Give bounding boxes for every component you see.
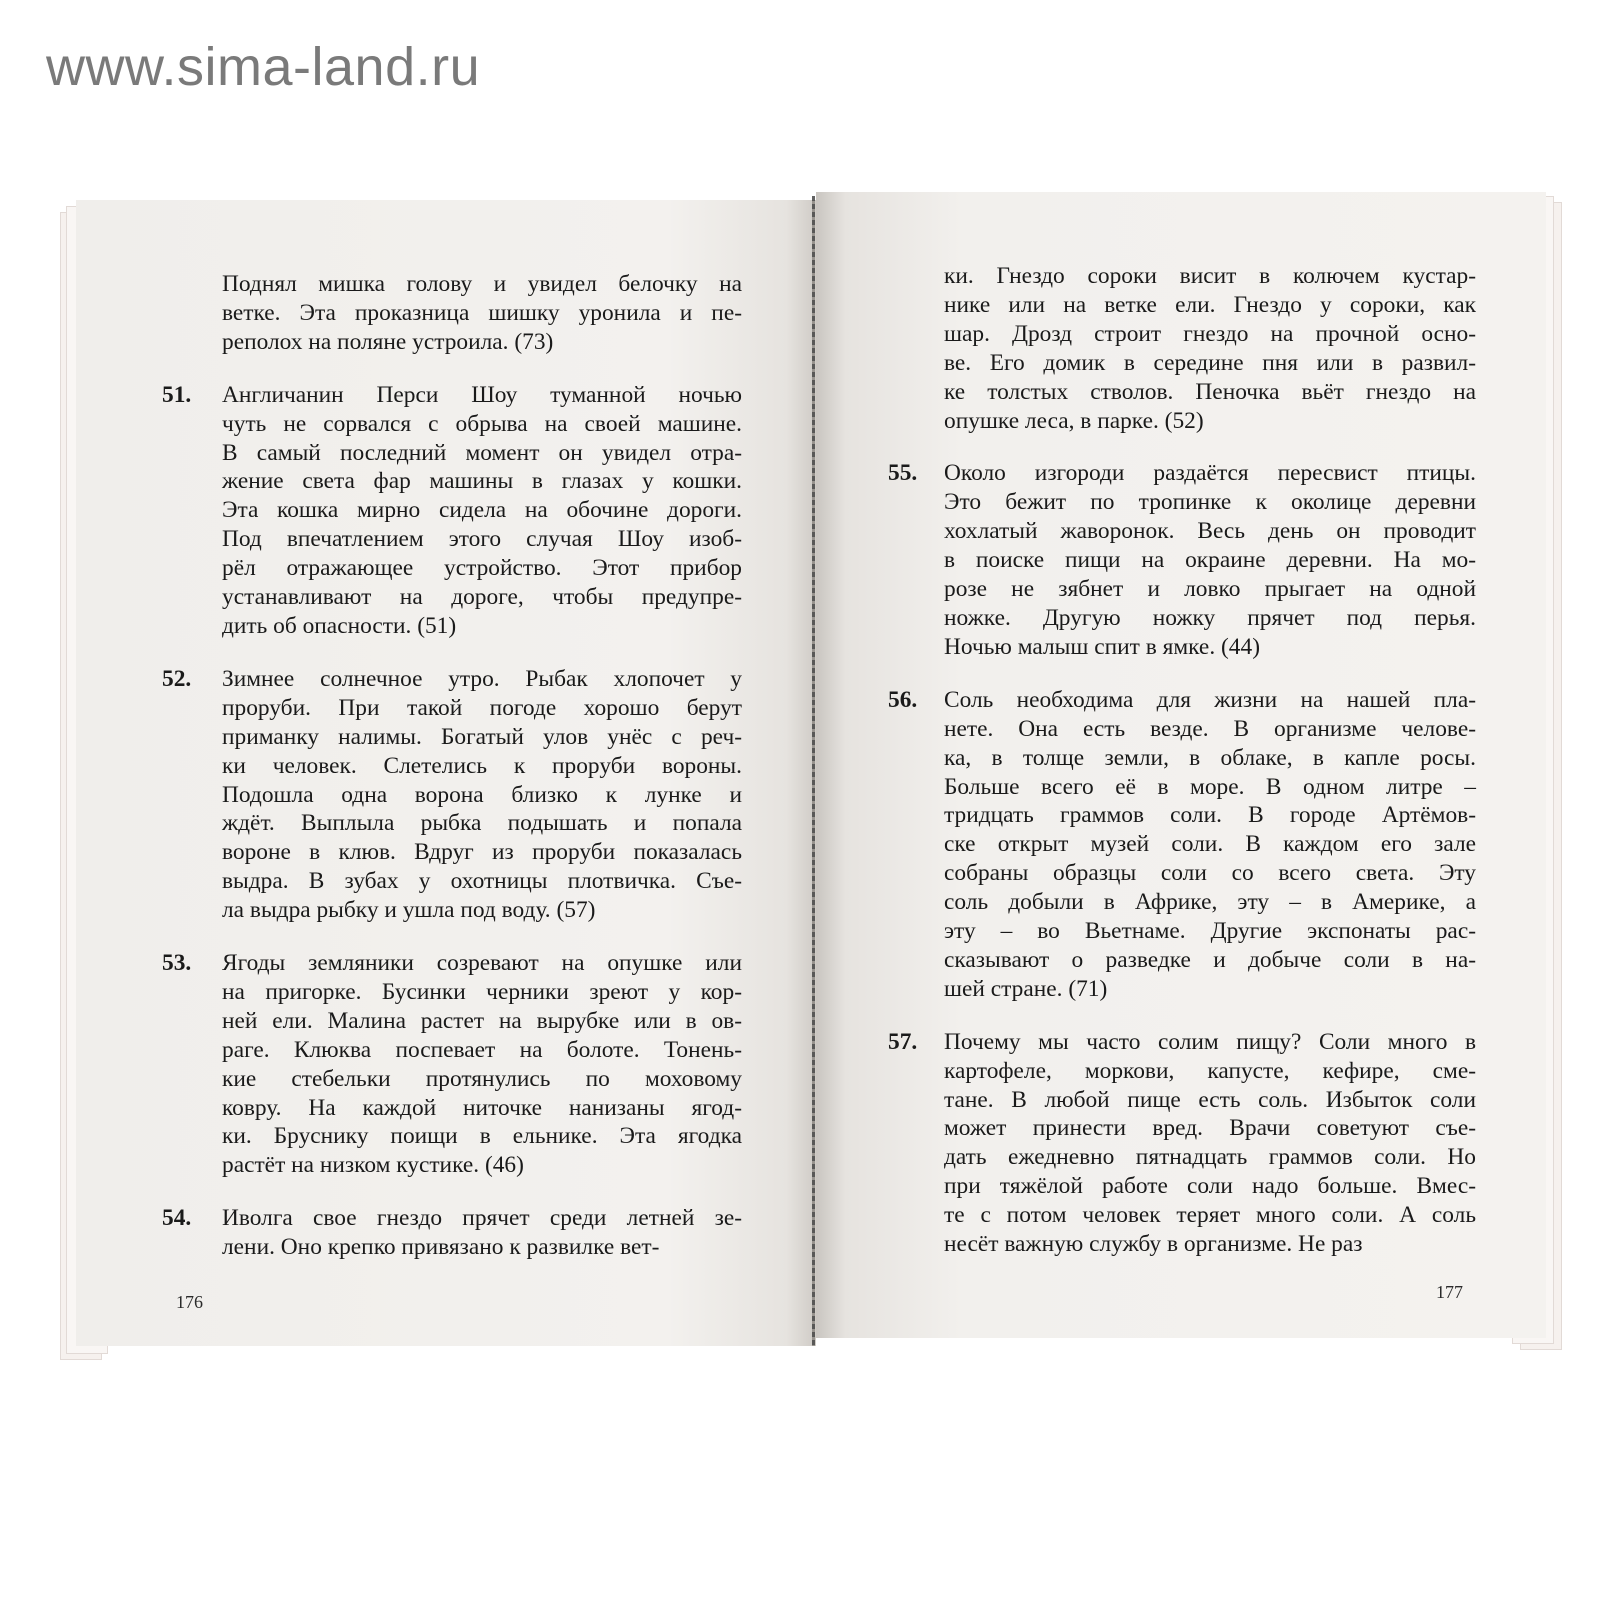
text-line: Поднял мишка голову и увидел белочку на xyxy=(222,271,742,297)
text-line: шей стране. (71) xyxy=(944,975,1108,1002)
text-line: ждёт. Выплыла рыбка подышать и попала xyxy=(222,810,742,837)
text-line: Англичанин Перси Шоу туманной ночью xyxy=(222,381,742,408)
text-line: проруби. При такой погоде хорошо берут xyxy=(222,694,742,721)
exercise-number: 56. xyxy=(888,686,918,713)
text-line: тане. В любой пище есть соль. Избыток соли xyxy=(944,1086,1476,1113)
exercise-number: 54. xyxy=(162,1205,192,1232)
text-line: соль добыли в Африке, эту – в Америке, а xyxy=(944,889,1476,916)
text-line: Соль необходима для жизни на нашей пла- xyxy=(944,686,1476,713)
text-line: ла выдра рыбку и ушла под воду. (57) xyxy=(222,897,596,924)
text-line: ки. Гнездо сороки висит в колючем кустар- xyxy=(944,263,1476,289)
text-line: опушке леса, в парке. (52) xyxy=(944,407,1204,434)
text-line: ковру. На каждой ниточке нанизаны ягод- xyxy=(222,1094,742,1121)
text-line: хохлатый жаворонок. Весь день он проводит xyxy=(944,518,1476,545)
text-line: ножке. Другую ножку прячет под перья. xyxy=(944,604,1476,631)
text-line: кие стебельки протянулись по моховому xyxy=(222,1065,742,1092)
text-line: ветке. Эта проказница шишку уронила и пе- xyxy=(222,299,742,326)
text-line: те с потом человек теряет много соли. А соль xyxy=(944,1202,1476,1229)
text-line: картофеле, моркови, капусте, кефире, сме- xyxy=(944,1057,1476,1084)
exercise-paragraph xyxy=(162,949,742,1180)
text-line: жение света фар машины в глазах у кошки. xyxy=(222,468,742,495)
text-line: приманку налимы. Богатый улов унёс с реч- xyxy=(222,723,742,750)
text-line: на пригорке. Бусинки черники зреют у кор- xyxy=(222,978,742,1005)
exercise-paragraph xyxy=(888,1028,1476,1259)
text-line: чуть не сорвался с обрыва на своей машине. xyxy=(222,410,742,437)
exercise-paragraph xyxy=(944,262,1476,435)
text-line: ней ели. Малина растет на вырубке или в ов- xyxy=(222,1007,742,1034)
right-page-text xyxy=(888,262,1476,1259)
exercise-paragraph xyxy=(222,270,742,357)
text-line: ки человек. Слетелись к проруби вороны. xyxy=(222,752,742,779)
text-line: нике или на ветке ели. Гнездо у сороки, как xyxy=(944,291,1476,318)
text-line: Это бежит по тропинке к околице деревни xyxy=(944,489,1476,516)
text-line: раге. Клюква поспевает на болоте. Тонень- xyxy=(222,1036,742,1063)
text-line: Подошла одна ворона близко к лунке и xyxy=(222,781,742,808)
text-line: растёт на низком кустике. (46) xyxy=(222,1152,524,1179)
exercise-number: 52. xyxy=(162,665,192,692)
text-line: лени. Оно крепко привязано к развилке вет- xyxy=(222,1234,660,1261)
exercise-number: 51. xyxy=(162,381,192,408)
text-line: Около изгороди раздаётся пересвист птицы. xyxy=(944,460,1476,487)
text-line: эту – во Вьетнаме. Другие экспонаты рас- xyxy=(944,918,1476,945)
text-line: Под впечатлением этого случая Шоу изоб- xyxy=(222,526,742,553)
text-line: собраны образцы соли со всего света. Эту xyxy=(944,860,1476,887)
text-line: нете. Она есть везде. В организме челове- xyxy=(944,715,1476,742)
text-line: шар. Дрозд строит гнездо на прочной осно- xyxy=(944,320,1476,347)
text-line: дить об опасности. (51) xyxy=(222,612,457,639)
page-number-left: 176 xyxy=(176,1292,203,1312)
watermark-url: www.sima-land.ru xyxy=(46,37,481,97)
text-line: вороне в клюв. Вдруг из проруби показалась xyxy=(222,839,742,866)
exercise-paragraph xyxy=(162,665,742,925)
exercise-number: 53. xyxy=(162,950,192,977)
text-line: в поиске пищи на окраине деревни. На мо- xyxy=(944,547,1476,574)
text-line: дать ежедневно пятнадцать граммов соли. Но xyxy=(944,1144,1476,1171)
text-line: Больше всего её в море. В одном литре – xyxy=(944,773,1476,800)
exercise-paragraph xyxy=(888,686,1476,1004)
text-line: несёт важную службу в организме. Не раз xyxy=(944,1231,1363,1258)
text-line: тридцать граммов соли. В городе Артёмов- xyxy=(944,802,1476,829)
text-line: Зимнее солнечное утро. Рыбак хлопочет у xyxy=(222,665,742,692)
text-line: ки. Бруснику поищи в ельнике. Эта ягодка xyxy=(222,1123,742,1150)
left-page-text xyxy=(162,270,742,1262)
exercise-number: 55. xyxy=(888,460,918,487)
text-line: ве. Его домик в середине пня или в развил- xyxy=(944,349,1476,376)
text-line: устанавливают на дороге, чтобы предупре- xyxy=(222,584,742,611)
text-line: Эта кошка мирно сидела на обочине дороги. xyxy=(222,497,742,524)
text-line: может принести вред. Врачи советуют съе- xyxy=(944,1115,1476,1142)
text-line: ске открыт музей соли. В каждом его зале xyxy=(944,831,1476,858)
exercise-paragraph xyxy=(162,381,742,641)
text-line: Ягоды земляники созревают на опушке или xyxy=(222,950,742,977)
exercise-paragraph xyxy=(162,1204,742,1262)
text-line: розе не зябнет и ловко прыгает на одной xyxy=(944,576,1476,603)
text-line: реполох на поляне устроила. (73) xyxy=(222,328,554,355)
text-line: сказывают о разведке и добыче соли в на- xyxy=(944,946,1476,973)
text-line: выдра. В зубах у охотницы плотвичка. Съе- xyxy=(222,868,742,895)
text-line: ке толстых стволов. Пеночка вьёт гнездо на xyxy=(944,378,1476,405)
text-line: В самый последний момент он увидел отра- xyxy=(222,439,742,466)
text-line: ка, в толще земли, в облаке, в капле росы. xyxy=(944,744,1476,771)
text-line: при тяжёлой работе соли надо больше. Вмес- xyxy=(944,1173,1476,1200)
page-number-right: 177 xyxy=(1436,1282,1463,1302)
text-line: Почему мы часто солим пищу? Соли много в xyxy=(944,1028,1476,1055)
book-spine xyxy=(812,196,815,1346)
text-line: рёл отражающее устройство. Этот прибор xyxy=(222,555,742,582)
exercise-number: 57. xyxy=(888,1028,918,1055)
text-line: Ночью малыш спит в ямке. (44) xyxy=(944,633,1260,660)
text-line: Иволга свое гнездо прячет среди летней зе- xyxy=(222,1205,742,1232)
exercise-paragraph xyxy=(888,459,1476,661)
